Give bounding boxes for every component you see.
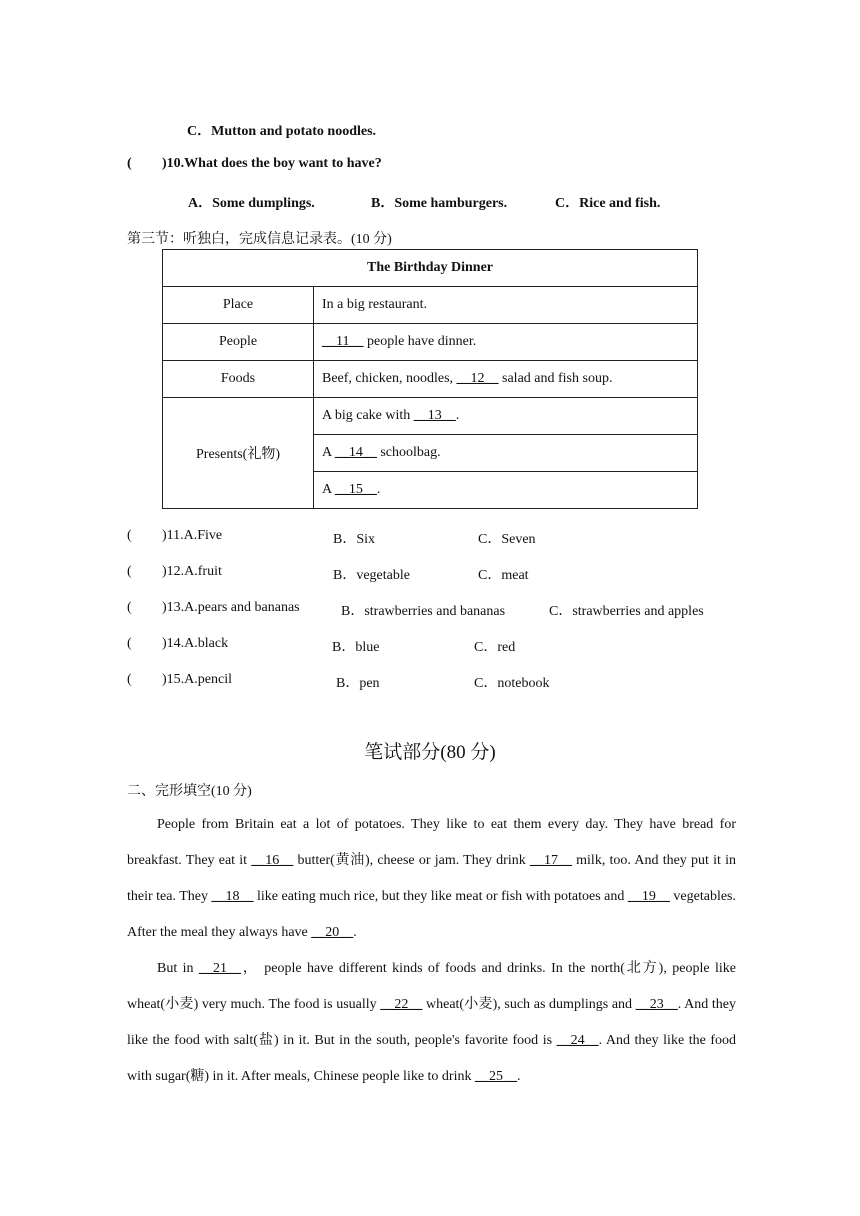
- cell-text: In a big restaurant.: [322, 297, 427, 312]
- blank-14: __14__: [334, 445, 377, 460]
- passage-text: But in: [157, 961, 199, 976]
- cell-text: schoolbag.: [376, 445, 441, 460]
- passage-text: ， people have different kinds of foods and drinks. In the north(北方), people like wheat(小麦) very much. The food is usually: [127, 961, 736, 1012]
- passage-paragraph-1: [127, 807, 736, 951]
- blank-12: __12__: [456, 371, 499, 386]
- table-title: The Birthday Dinner: [163, 250, 698, 287]
- q10-option-a: A．Some dumplings.: [188, 196, 315, 211]
- q13-paren: (: [127, 600, 132, 615]
- passage-text: wheat(小麦), such as dumplings and: [422, 997, 636, 1012]
- q15-paren: (: [127, 672, 132, 687]
- blank-15: __15__: [334, 482, 377, 497]
- row-label-presents: Presents(礼物): [163, 398, 314, 509]
- passage-text: People from Britain eat a lot of potatoes. They like to eat them every day. They have bread for breakfast. They eat it: [127, 817, 736, 868]
- blank-20: __20__: [311, 925, 354, 940]
- q13-stem: )13.A.pears and bananas: [162, 600, 300, 615]
- blank-17: __17__: [529, 853, 572, 868]
- table-row: [163, 398, 698, 435]
- blank-25: __25__: [474, 1069, 517, 1084]
- passage-text: like eating much rice, but they like meat or fish with potatoes and: [253, 889, 628, 904]
- q10-stem: )10.What does the boy want to have?: [162, 156, 382, 171]
- q15-option-b: B．pen: [336, 676, 380, 691]
- cell-text: salad and fish soup.: [498, 371, 613, 386]
- passage-text: milk, too. And they put it in their tea. They: [127, 853, 736, 904]
- passage-text: vegetables. After the meal they always have: [127, 889, 736, 940]
- q14-stem: )14.A.black: [162, 636, 229, 651]
- q15-option-c: C．notebook: [474, 676, 550, 691]
- blank-22: __22__: [380, 997, 423, 1012]
- passage-text: . And they like the food with sugar(糖) in it. After meals, Chinese people like to drink: [127, 1033, 736, 1084]
- blank-11: __11__: [322, 334, 364, 349]
- cell-text: A: [322, 482, 335, 497]
- cloze-heading: 二、完形填空(10 分): [127, 784, 252, 799]
- cell-text: A: [322, 445, 335, 460]
- passage-text: butter(黄油), cheese or jam. They drink: [293, 853, 530, 868]
- cell-text: .: [376, 482, 381, 497]
- table-row: [163, 287, 698, 324]
- q13-option-b: B．strawberries and bananas: [341, 604, 506, 619]
- row-value-present-3: [314, 472, 698, 509]
- q9-option-c: C．Mutton and potato noodles.: [187, 124, 377, 139]
- passage-text: . And they like the food with salt(盐) in it. But in the south, people's favorite food is: [127, 997, 736, 1048]
- row-value-present-2: [314, 435, 698, 472]
- q14-paren: (: [127, 636, 132, 651]
- row-label-place: Place: [163, 287, 314, 324]
- blank-21: __21__: [198, 961, 241, 976]
- row-label-foods: Foods: [163, 361, 314, 398]
- passage-paragraph-2: [127, 951, 736, 1095]
- passage-text: .: [353, 925, 357, 940]
- q11-option-b: B．Six: [333, 532, 376, 547]
- cell-text: people have dinner.: [363, 334, 477, 349]
- q12-paren: (: [127, 564, 132, 579]
- q11-paren: (: [127, 528, 132, 543]
- q11-option-c: C．Seven: [478, 532, 536, 547]
- q14-option-c: C．red: [474, 640, 516, 655]
- q12-option-b: B．vegetable: [333, 568, 410, 583]
- q13-option-c: C．strawberries and apples: [549, 604, 704, 619]
- q10-paren: (: [127, 156, 132, 171]
- q12-stem: )12.A.fruit: [162, 564, 222, 579]
- q10-option-b: B．Some hamburgers.: [371, 196, 508, 211]
- blank-18: __18__: [211, 889, 254, 904]
- row-value-people: [314, 324, 698, 361]
- q15-stem: )15.A.pencil: [162, 672, 232, 687]
- cell-text: A big cake with: [322, 408, 414, 423]
- q14-option-b: B．blue: [332, 640, 380, 655]
- written-part-title: 笔试部分(80 分): [364, 742, 496, 763]
- birthday-dinner-table: [162, 249, 698, 509]
- blank-13: __13__: [413, 408, 456, 423]
- blank-24: __24__: [556, 1033, 599, 1048]
- blank-16: __16__: [251, 853, 294, 868]
- blank-23: __23__: [635, 997, 678, 1012]
- q11-stem: )11.A.Five: [162, 528, 223, 543]
- row-label-people: People: [163, 324, 314, 361]
- row-value-foods: [314, 361, 698, 398]
- q10-option-c: C．Rice and fish.: [555, 196, 661, 211]
- table-row: [163, 324, 698, 361]
- q12-option-c: C．meat: [478, 568, 529, 583]
- row-value-place: [314, 287, 698, 324]
- blank-19: __19__: [627, 889, 670, 904]
- table-row: [163, 361, 698, 398]
- cell-text: .: [455, 408, 460, 423]
- section3-heading: 第三节：听独白，完成信息记录表。(10 分): [127, 232, 392, 247]
- row-value-present-1: [314, 398, 698, 435]
- passage-text: .: [516, 1069, 521, 1084]
- cell-text: Beef, chicken, noodles,: [322, 371, 457, 386]
